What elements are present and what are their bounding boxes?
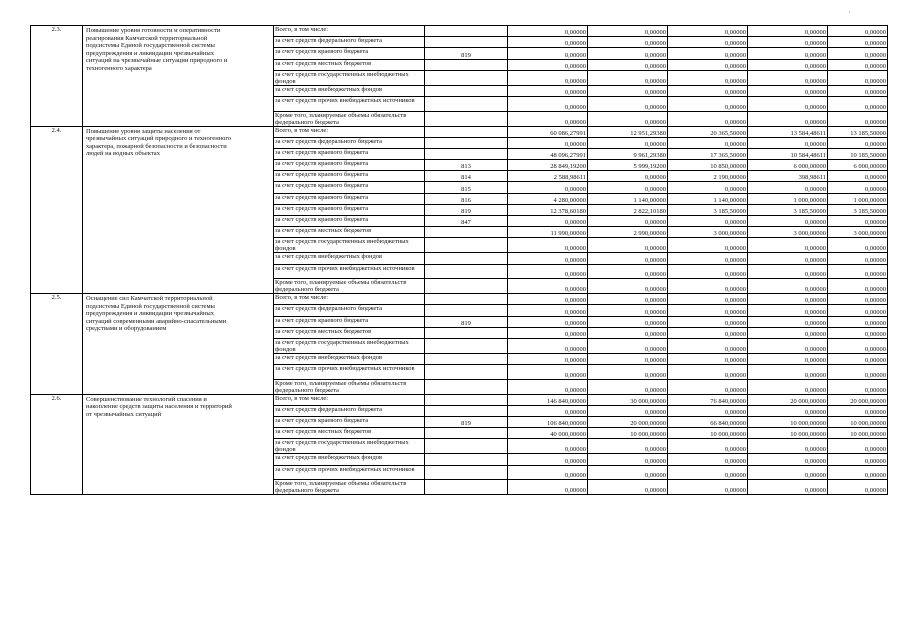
- funding-source: за счет средств местных бюджетов: [274, 428, 425, 439]
- amount-cell: 60 086,27991: [508, 126, 588, 137]
- section-name-line: предупреждения и ликвидации чрезвычайных: [86, 49, 214, 57]
- table-row: [31, 294, 888, 305]
- funding-source: за счет средств краевого бюджета: [274, 148, 425, 159]
- amount-cell: 0,00000: [668, 26, 748, 37]
- table-row: [31, 126, 888, 137]
- amount-cell: 10 185,50000: [828, 148, 888, 159]
- amount-cell: 0,00000: [508, 96, 588, 111]
- funding-source: за счет средств краевого бюджета: [274, 316, 425, 327]
- amount-cell: 0,00000: [748, 353, 828, 364]
- section-name-line: Оснащение сил Камчатской территориальной: [86, 295, 213, 303]
- amount-cell: 0,00000: [588, 294, 668, 305]
- funding-source: за счет средств внебюджетных фондов: [274, 85, 425, 96]
- amount-cell: 0,00000: [668, 454, 748, 465]
- amount-cell: 0,00000: [508, 264, 588, 279]
- amount-cell: 0,00000: [828, 264, 888, 279]
- section-name: [83, 294, 274, 395]
- amount-cell: 12 378,60180: [508, 204, 588, 215]
- amount-cell: 0,00000: [828, 294, 888, 305]
- amount-cell: 146 840,00000: [508, 394, 588, 405]
- funding-source: за счет средств федерального бюджета: [274, 137, 425, 148]
- amount-cell: 0,00000: [668, 365, 748, 380]
- budget-code: [425, 327, 508, 338]
- amount-cell: 10 584,48611: [748, 148, 828, 159]
- section-name-line: ситуаций на чрезвычайные ситуации природного и: [86, 57, 228, 64]
- section-name-line: от чрезвычайных ситуаций: [86, 410, 162, 418]
- amount-cell: 0,00000: [588, 480, 668, 495]
- funding-source: за счет средств государственных внебюджетных фондов: [274, 70, 425, 85]
- amount-cell: 0,00000: [828, 96, 888, 111]
- amount-cell: 398,98611: [748, 171, 828, 182]
- amount-cell: 1 000,00000: [748, 193, 828, 204]
- amount-cell: 0,00000: [508, 480, 588, 495]
- amount-cell: 0,00000: [828, 480, 888, 495]
- amount-cell: 0,00000: [828, 216, 888, 227]
- amount-cell: 0,00000: [828, 338, 888, 353]
- amount-cell: 0,00000: [588, 353, 668, 364]
- amount-cell: 0,00000: [588, 216, 668, 227]
- budget-code: 819: [425, 417, 508, 428]
- amount-cell: 10 850,00000: [668, 160, 748, 171]
- amount-cell: 0,00000: [668, 316, 748, 327]
- amount-cell: 0,00000: [668, 439, 748, 454]
- amount-cell: 0,00000: [828, 353, 888, 364]
- amount-cell: 0,00000: [748, 405, 828, 416]
- amount-cell: 0,00000: [748, 253, 828, 264]
- budget-code: 819: [425, 204, 508, 215]
- amount-cell: 0,00000: [668, 253, 748, 264]
- amount-cell: 0,00000: [508, 182, 588, 193]
- amount-cell: 0,00000: [508, 59, 588, 70]
- amount-cell: 0,00000: [508, 111, 588, 126]
- amount-cell: 106 840,00000: [508, 417, 588, 428]
- amount-cell: 3 185,50000: [748, 204, 828, 215]
- amount-cell: 5 999,19200: [588, 160, 668, 171]
- amount-cell: 0,00000: [588, 439, 668, 454]
- amount-cell: 0,00000: [668, 264, 748, 279]
- funding-source: Всего, в том числе:: [274, 294, 425, 305]
- amount-cell: 0,00000: [748, 365, 828, 380]
- amount-cell: 0,00000: [828, 111, 888, 126]
- amount-cell: 2 822,10180: [588, 204, 668, 215]
- amount-cell: 0,00000: [748, 279, 828, 294]
- amount-cell: 0,00000: [828, 327, 888, 338]
- amount-cell: 40 000,00000: [508, 428, 588, 439]
- section-name-line: характера, пожарной безопасности и безопасности: [86, 142, 227, 150]
- funding-source: за счет средств федерального бюджета: [274, 305, 425, 316]
- funding-source: за счет средств краевого бюджета: [274, 160, 425, 171]
- amount-cell: 0,00000: [588, 305, 668, 316]
- amount-cell: 20 000,00000: [748, 394, 828, 405]
- funding-source: за счет средств прочих внебюджетных источников: [274, 96, 425, 111]
- amount-cell: 3 000,00000: [668, 227, 748, 238]
- amount-cell: 20 000,00000: [588, 417, 668, 428]
- amount-cell: 0,00000: [588, 96, 668, 111]
- section-name-line: Совершенствование технологий спасения и: [86, 395, 207, 403]
- amount-cell: 0,00000: [828, 70, 888, 85]
- amount-cell: 0,00000: [588, 137, 668, 148]
- section-name-line: ситуаций современными аварийно-спасательными: [86, 317, 227, 325]
- amount-cell: 0,00000: [508, 48, 588, 59]
- amount-cell: 0,00000: [508, 37, 588, 48]
- amount-cell: 0,00000: [748, 327, 828, 338]
- amount-cell: 0,00000: [668, 96, 748, 111]
- funding-source: за счет средств прочих внебюджетных источников: [274, 365, 425, 380]
- budget-code: [425, 37, 508, 48]
- amount-cell: 0,00000: [828, 279, 888, 294]
- amount-cell: 0,00000: [588, 70, 668, 85]
- funding-source: за счет средств местных бюджетов: [274, 227, 425, 238]
- funding-source: за счет средств краевого бюджета: [274, 48, 425, 59]
- amount-cell: 0,00000: [588, 238, 668, 253]
- amount-cell: 4 280,00000: [508, 193, 588, 204]
- amount-cell: 0,00000: [588, 85, 668, 96]
- section-name-line: людей на водных объектах: [86, 150, 160, 158]
- amount-cell: 0,00000: [668, 59, 748, 70]
- section-name-line: подсистемы Единой государственной системы: [86, 42, 215, 49]
- amount-cell: 0,00000: [748, 379, 828, 394]
- section-name-line: Повышение уровня защиты населения от: [86, 127, 201, 135]
- section-index: 2.5.: [31, 294, 83, 395]
- budget-code: [425, 294, 508, 305]
- funding-source: Всего, в том числе:: [274, 394, 425, 405]
- budget-code: [425, 85, 508, 96]
- amount-cell: 0,00000: [668, 85, 748, 96]
- amount-cell: 10 000,00000: [588, 428, 668, 439]
- amount-cell: 0,00000: [668, 70, 748, 85]
- table-row: [31, 26, 888, 37]
- funding-source: за счет средств федерального бюджета: [274, 405, 425, 416]
- funding-source: Кроме того, планируемые объемы обязательств федерального бюджета: [274, 480, 425, 495]
- amount-cell: 0,00000: [508, 327, 588, 338]
- amount-cell: 12 951,29380: [588, 126, 668, 137]
- amount-cell: 0,00000: [668, 137, 748, 148]
- amount-cell: 0,00000: [828, 37, 888, 48]
- amount-cell: 0,00000: [508, 253, 588, 264]
- amount-cell: 0,00000: [588, 182, 668, 193]
- funding-source: за счет средств краевого бюджета: [274, 171, 425, 182]
- funding-source: за счет средств краевого бюджета: [274, 193, 425, 204]
- budget-code: 815: [425, 182, 508, 193]
- budget-code: [425, 137, 508, 148]
- budget-code: [425, 338, 508, 353]
- funding-source: Всего, в том числе:: [274, 126, 425, 137]
- budget-code: [425, 70, 508, 85]
- funding-source: Кроме того, планируемые объемы обязательств федерального бюджета: [274, 111, 425, 126]
- amount-cell: 0,00000: [508, 465, 588, 480]
- amount-cell: 0,00000: [508, 238, 588, 253]
- amount-cell: 0,00000: [588, 59, 668, 70]
- funding-source: за счет средств местных бюджетов: [274, 59, 425, 70]
- budget-code: [425, 126, 508, 137]
- amount-cell: 2 990,00000: [588, 227, 668, 238]
- amount-cell: 0,00000: [748, 48, 828, 59]
- amount-cell: 0,00000: [828, 48, 888, 59]
- amount-cell: 0,00000: [508, 26, 588, 37]
- budget-code: [425, 379, 508, 394]
- amount-cell: 0,00000: [828, 405, 888, 416]
- amount-cell: 76 840,00000: [668, 394, 748, 405]
- funding-source: за счет средств государственных внебюджетных фондов: [274, 238, 425, 253]
- amount-cell: 0,00000: [828, 182, 888, 193]
- funding-source: за счет средств прочих внебюджетных источников: [274, 264, 425, 279]
- budget-code: [425, 305, 508, 316]
- amount-cell: 0,00000: [508, 379, 588, 394]
- amount-cell: 0,00000: [828, 439, 888, 454]
- budget-code: [425, 365, 508, 380]
- amount-cell: 0,00000: [748, 439, 828, 454]
- amount-cell: 0,00000: [828, 59, 888, 70]
- amount-cell: 3 000,00000: [748, 227, 828, 238]
- amount-cell: 13 185,50000: [828, 126, 888, 137]
- budget-code: 813: [425, 160, 508, 171]
- amount-cell: 0,00000: [748, 294, 828, 305]
- budget-code: [425, 111, 508, 126]
- amount-cell: 0,00000: [828, 305, 888, 316]
- budget-code: 814: [425, 171, 508, 182]
- amount-cell: 0,00000: [588, 253, 668, 264]
- amount-cell: 2 190,00000: [668, 171, 748, 182]
- budget-table: [30, 25, 888, 495]
- amount-cell: 0,00000: [508, 353, 588, 364]
- budget-code: [425, 353, 508, 364]
- budget-code: [425, 26, 508, 37]
- amount-cell: 0,00000: [748, 465, 828, 480]
- amount-cell: 10 000,00000: [668, 428, 748, 439]
- amount-cell: 30 000,00000: [588, 394, 668, 405]
- budget-code: 819: [425, 48, 508, 59]
- amount-cell: 0,00000: [508, 70, 588, 85]
- amount-cell: 3 185,50000: [828, 204, 888, 215]
- funding-source: Всего, в том числе:: [274, 26, 425, 37]
- amount-cell: 0,00000: [828, 137, 888, 148]
- page-mark: ·: [848, 8, 851, 17]
- amount-cell: 0,00000: [508, 405, 588, 416]
- amount-cell: 0,00000: [588, 26, 668, 37]
- amount-cell: 0,00000: [748, 111, 828, 126]
- budget-code: [425, 238, 508, 253]
- amount-cell: 0,00000: [588, 48, 668, 59]
- section-name-line: техногенного характера: [86, 64, 152, 72]
- amount-cell: 0,00000: [588, 327, 668, 338]
- section-name-line: средствами и оборудованием: [86, 325, 167, 333]
- amount-cell: 10 000,00000: [748, 417, 828, 428]
- section-name-line: предупреждения и ликвидации чрезвычайных: [86, 310, 214, 318]
- amount-cell: 0,00000: [748, 238, 828, 253]
- funding-source: за счет средств внебюджетных фондов: [274, 353, 425, 364]
- section-index: 2.6.: [31, 394, 83, 495]
- amount-cell: 0,00000: [508, 439, 588, 454]
- amount-cell: 10 000,00000: [748, 428, 828, 439]
- amount-cell: 3 000,00000: [828, 227, 888, 238]
- amount-cell: 0,00000: [588, 365, 668, 380]
- amount-cell: 66 840,00000: [668, 417, 748, 428]
- amount-cell: 0,00000: [588, 171, 668, 182]
- amount-cell: 0,00000: [588, 111, 668, 126]
- amount-cell: 0,00000: [748, 85, 828, 96]
- budget-code: 816: [425, 193, 508, 204]
- budget-code: [425, 439, 508, 454]
- amount-cell: 0,00000: [748, 26, 828, 37]
- amount-cell: 0,00000: [588, 465, 668, 480]
- amount-cell: 0,00000: [668, 279, 748, 294]
- amount-cell: 0,00000: [668, 305, 748, 316]
- budget-code: [425, 59, 508, 70]
- amount-cell: 0,00000: [668, 465, 748, 480]
- amount-cell: 0,00000: [828, 85, 888, 96]
- amount-cell: 0,00000: [508, 85, 588, 96]
- amount-cell: 48 096,27991: [508, 148, 588, 159]
- amount-cell: 0,00000: [588, 405, 668, 416]
- section-name-line: чрезвычайных ситуаций природного и техногенного: [86, 135, 232, 143]
- amount-cell: 0,00000: [668, 480, 748, 495]
- section-name: [83, 26, 274, 127]
- funding-source: за счет средств федерального бюджета: [274, 37, 425, 48]
- section-name-line: подсистемы Единой государственной системы: [86, 302, 215, 310]
- amount-cell: 0,00000: [748, 316, 828, 327]
- amount-cell: 0,00000: [748, 59, 828, 70]
- amount-cell: 9 961,29380: [588, 148, 668, 159]
- amount-cell: 0,00000: [748, 338, 828, 353]
- section-index: 2.4.: [31, 126, 83, 294]
- budget-code: [425, 264, 508, 279]
- amount-cell: 6 000,00000: [828, 160, 888, 171]
- amount-cell: 0,00000: [508, 294, 588, 305]
- amount-cell: 0,00000: [588, 454, 668, 465]
- amount-cell: 0,00000: [828, 316, 888, 327]
- amount-cell: 28 849,19200: [508, 160, 588, 171]
- amount-cell: 0,00000: [508, 365, 588, 380]
- amount-cell: 0,00000: [828, 465, 888, 480]
- amount-cell: 0,00000: [588, 338, 668, 353]
- amount-cell: 0,00000: [668, 294, 748, 305]
- funding-source: Кроме того, планируемые объемы обязательств федерального бюджета: [274, 279, 425, 294]
- funding-source: Кроме того, планируемые объемы обязательств федерального бюджета: [274, 379, 425, 394]
- amount-cell: 0,00000: [508, 279, 588, 294]
- amount-cell: 0,00000: [668, 48, 748, 59]
- amount-cell: 1 140,00000: [588, 193, 668, 204]
- budget-code: [425, 454, 508, 465]
- budget-code: [425, 465, 508, 480]
- amount-cell: 1 000,00000: [828, 193, 888, 204]
- budget-code: [425, 96, 508, 111]
- funding-source: за счет средств государственных внебюджетных фондов: [274, 338, 425, 353]
- funding-source: за счет средств краевого бюджета: [274, 204, 425, 215]
- amount-cell: 0,00000: [508, 454, 588, 465]
- section-name: [83, 126, 274, 294]
- section-name-line: Повышение уровня готовности и оперативности: [86, 27, 221, 34]
- funding-source: за счет средств краевого бюджета: [274, 417, 425, 428]
- funding-source: за счет средств внебюджетных фондов: [274, 253, 425, 264]
- amount-cell: 0,00000: [588, 279, 668, 294]
- funding-source: за счет средств краевого бюджета: [274, 216, 425, 227]
- amount-cell: 0,00000: [588, 316, 668, 327]
- amount-cell: 1 140,00000: [668, 193, 748, 204]
- amount-cell: 0,00000: [508, 216, 588, 227]
- budget-code: [425, 253, 508, 264]
- amount-cell: 0,00000: [828, 26, 888, 37]
- amount-cell: 0,00000: [508, 338, 588, 353]
- budget-code: [425, 480, 508, 495]
- amount-cell: 0,00000: [668, 405, 748, 416]
- amount-cell: 0,00000: [588, 379, 668, 394]
- budget-code: [425, 227, 508, 238]
- amount-cell: 0,00000: [748, 264, 828, 279]
- amount-cell: 0,00000: [748, 480, 828, 495]
- amount-cell: 10 000,00000: [828, 417, 888, 428]
- amount-cell: 0,00000: [828, 365, 888, 380]
- amount-cell: 0,00000: [668, 216, 748, 227]
- budget-code: 847: [425, 216, 508, 227]
- amount-cell: 13 584,48611: [748, 126, 828, 137]
- budget-code: [425, 405, 508, 416]
- amount-cell: 0,00000: [668, 379, 748, 394]
- amount-cell: 0,00000: [668, 338, 748, 353]
- amount-cell: 0,00000: [508, 305, 588, 316]
- section-name-line: реагирования Камчатской территориальной: [86, 34, 208, 42]
- amount-cell: 0,00000: [748, 96, 828, 111]
- amount-cell: 0,00000: [828, 454, 888, 465]
- amount-cell: 0,00000: [748, 305, 828, 316]
- amount-cell: 0,00000: [748, 216, 828, 227]
- amount-cell: 0,00000: [588, 264, 668, 279]
- funding-source: за счет средств краевого бюджета: [274, 182, 425, 193]
- amount-cell: 3 185,50000: [668, 204, 748, 215]
- amount-cell: 0,00000: [748, 137, 828, 148]
- amount-cell: 0,00000: [668, 37, 748, 48]
- amount-cell: 0,00000: [828, 379, 888, 394]
- budget-code: [425, 279, 508, 294]
- amount-cell: 17 365,50000: [668, 148, 748, 159]
- funding-source: за счет средств внебюджетных фондов: [274, 454, 425, 465]
- amount-cell: 0,00000: [588, 37, 668, 48]
- amount-cell: 0,00000: [668, 111, 748, 126]
- budget-code: 819: [425, 316, 508, 327]
- amount-cell: 0,00000: [668, 327, 748, 338]
- amount-cell: 20 000,00000: [828, 394, 888, 405]
- amount-cell: 0,00000: [508, 137, 588, 148]
- amount-cell: 0,00000: [828, 238, 888, 253]
- funding-source: за счет средств прочих внебюджетных источников: [274, 465, 425, 480]
- budget-code: [425, 428, 508, 439]
- funding-source: за счет средств местных бюджетов: [274, 327, 425, 338]
- funding-source: за счет средств государственных внебюджетных фондов: [274, 439, 425, 454]
- amount-cell: 0,00000: [748, 454, 828, 465]
- amount-cell: 0,00000: [668, 238, 748, 253]
- amount-cell: 10 000,00000: [828, 428, 888, 439]
- amount-cell: 2 588,98611: [508, 171, 588, 182]
- amount-cell: 11 990,00000: [508, 227, 588, 238]
- amount-cell: 0,00000: [748, 37, 828, 48]
- amount-cell: 20 365,50000: [668, 126, 748, 137]
- amount-cell: 0,00000: [668, 182, 748, 193]
- budget-code: [425, 148, 508, 159]
- section-name: [83, 394, 274, 495]
- amount-cell: 0,00000: [508, 316, 588, 327]
- amount-cell: 0,00000: [668, 353, 748, 364]
- budget-table-body: [31, 26, 888, 495]
- amount-cell: 0,00000: [748, 70, 828, 85]
- section-index: 2.3.: [31, 26, 83, 127]
- amount-cell: 6 000,00000: [748, 160, 828, 171]
- budget-code: [425, 394, 508, 405]
- amount-cell: 0,00000: [748, 182, 828, 193]
- amount-cell: 0,00000: [828, 171, 888, 182]
- amount-cell: 0,00000: [828, 253, 888, 264]
- section-name-line: накопление средств защиты населения и территорий: [86, 403, 232, 411]
- table-row: [31, 394, 888, 405]
